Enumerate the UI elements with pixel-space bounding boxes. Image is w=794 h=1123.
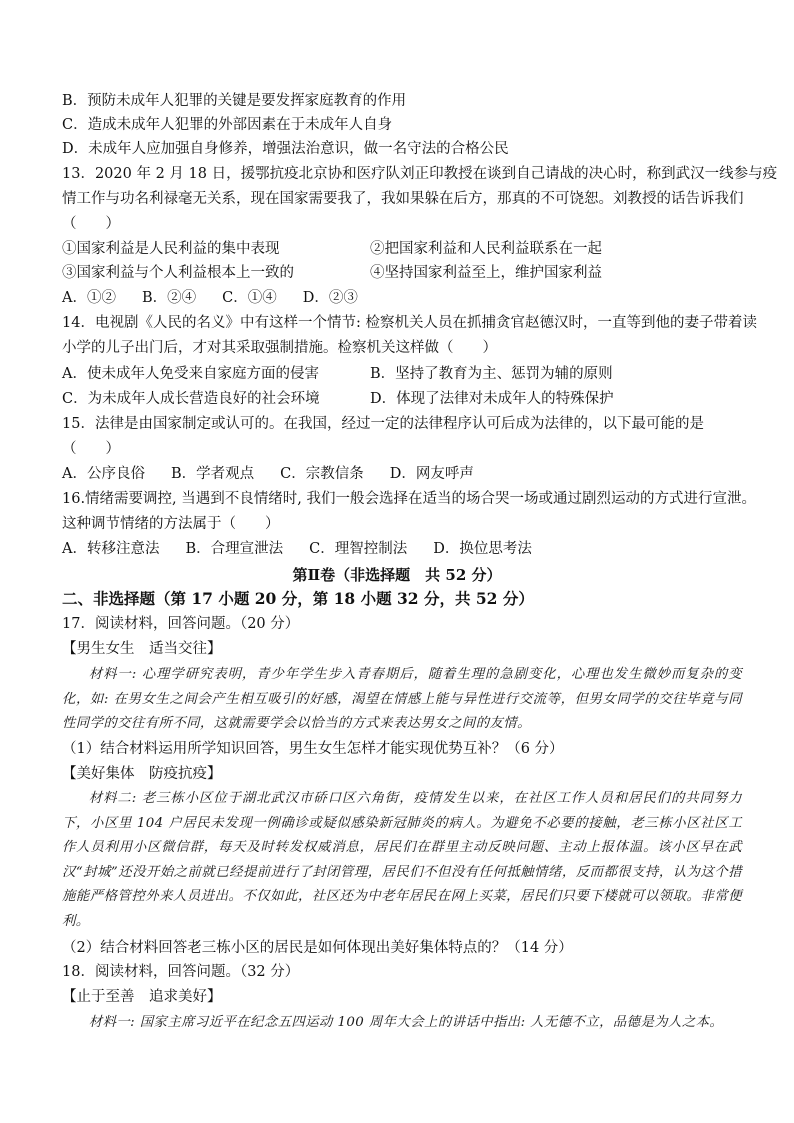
q17-material-2: 材料二: 老三栋小区位于湖北武汉市硚口区六角街，疫情发生以来，在社区工作人员和居民们的共同努力下，小区里 104 户居民未发现一例确诊或疑似感染新冠肺炎的病人。为避免不必要的接触，老三栋小区社区工作人员利用小区微信群，每天及时转发权威消息，居民们在群里主动反映问题、主动上报体温。该小区早在武汉“封城”还没开始之前就已经提前进行了封闭管理，居民们不但没有任何抵触情绪，反而都很支持，认为这个措施能严格管控外来人员进出。不仅如此，社区还为中老年居民在网上买菜，居民们只要下楼就可以领取。非常便利。 [62,791,742,929]
q13-stem-line3: （ ） [62,216,120,232]
q16-option-d: D．换位思考法 [433,541,532,557]
q14-option-a: A．使未成年人免受来自家庭方面的侵害 [62,366,319,382]
q13-statements-row2 [62,263,742,283]
q18-stem: 18．阅读材料，回答问题。（32 分） [62,964,300,980]
q13-stem-line2: 情工作与功名利禄毫无关系，现在国家需要我了，我如果躲在后方，那真的不可饶恕。刘教授的话告诉我们 [62,191,744,207]
q13-statement-1: ①国家利益是人民利益的集中表现 [62,241,280,257]
q15-options [62,464,740,484]
q13-statement-2: ②把国家利益和人民利益联系在一起 [370,241,602,257]
q13-statement-4: ④坚持国家利益至上，维护国家利益 [370,265,602,281]
q17-topic-tag-1: 【男生女生 适当交往】 [62,641,222,657]
q17-stem: 17．阅读材料，回答问题。（20 分） [62,616,300,632]
q13-option-d: D．②③ [302,290,358,306]
part2-title: 第Ⅱ卷（非选择题 共 52 分） [292,566,502,584]
q15-option-c: C．宗教信条 [280,466,364,482]
q13-statement-3: ③国家利益与个人利益根本上一致的 [62,265,294,281]
q16-option-c: C．理智控制法 [309,541,408,557]
q18-material-1: 材料一: 国家主席习近平在纪念五四运动 100 周年大会上的讲话中指出: 人无德不立，品德是为人之本。 [88,1015,724,1030]
q13-statements-row1 [62,239,742,259]
q12-option-d: D．未成年人应加强自身修养，增强法治意识，做一名守法的合格公民 [62,141,509,157]
q17-material-1: 材料一: 心理学研究表明，青少年学生步入青春期后，随着生理的急剧变化，心理也发生微妙而复杂的变化，如: 在男女生之间会产生相互吸引的好感，渴望在情感上能与异性进行交流等，但男女同学的交往毕竟与同性同学的交往有所不同，这就需要学会以恰当的方式来表达男女之间的友情。 [62,667,742,732]
q12-option-c: C．造成未成年人犯罪的外部因素在于未成年人自身 [62,117,393,133]
q16-stem-line2: 这种调节情绪的方法属于（ ） [62,516,280,532]
q14-options-row2 [62,389,742,409]
q14-option-d: D．体现了法律对未成年人的特殊保护 [370,391,614,407]
q13-option-a: A．①② [62,290,116,306]
q12-option-b: B．预防未成年人犯罪的关键是要发挥家庭教育的作用 [62,93,407,109]
q14-stem-line2: 小学的儿子出门后，才对其采取强制措施。检察机关这样做（ ） [62,340,497,356]
q17-topic-tag-2: 【美好集体 防疫抗疫】 [62,766,222,782]
q14-option-b: B．坚持了教育为主、惩罚为辅的原则 [370,366,613,382]
q15-stem-line1: 15．法律是由国家制定或认可的。在我国，经过一定的法律程序认可后成为法律的，以下最可能的是 [62,416,704,432]
q15-stem-line2: （ ） [62,441,120,457]
q13-stem-line1: 13．2020 年 2 月 18 日，援鄂抗疫北京协和医疗队刘正印教授在谈到自己请战的决心时，称到武汉一线参与疫 [62,166,778,182]
q16-options [62,539,740,559]
section-heading: 二、非选择题（第 17 小题 20 分，第 18 小题 32 分，共 52 分） [62,589,534,608]
q13-option-b: B．②④ [141,290,197,306]
q13-options [62,288,740,308]
q16-option-b: B．合理宣泄法 [185,541,284,557]
q15-option-a: A．公序良俗 [62,466,145,482]
q13-option-c: C．①④ [222,290,277,306]
q14-stem-line1: 14．电视剧《人民的名义》中有这样一个情节: 检察机关人员在抓捕贪官赵德汉时，一直等到他的妻子带着读 [62,315,757,331]
q15-option-b: B．学者观点 [170,466,255,482]
q15-option-d: D．网友呼声 [389,466,474,482]
q14-option-c: C．为未成年人成长营造良好的社会环境 [62,391,320,407]
q16-stem-line1: 16.情绪需要调控, 当遇到不良情绪时, 我们一般会选择在适当的场合哭一场或通过剧烈运动的方式进行宣泄。 [62,491,756,507]
q16-option-a: A．转移注意法 [62,541,160,557]
q14-options-row1 [62,364,742,384]
q17-subquestion-2: （2）结合材料回答老三栋小区的居民是如何体现出美好集体特点的？（14 分） [62,940,573,956]
q18-topic-tag-1: 【止于至善 追求美好】 [62,989,222,1005]
q17-subquestion-1: （1）结合材料运用所学知识回答，男生女生怎样才能实现优势互补？（6 分） [62,741,564,757]
